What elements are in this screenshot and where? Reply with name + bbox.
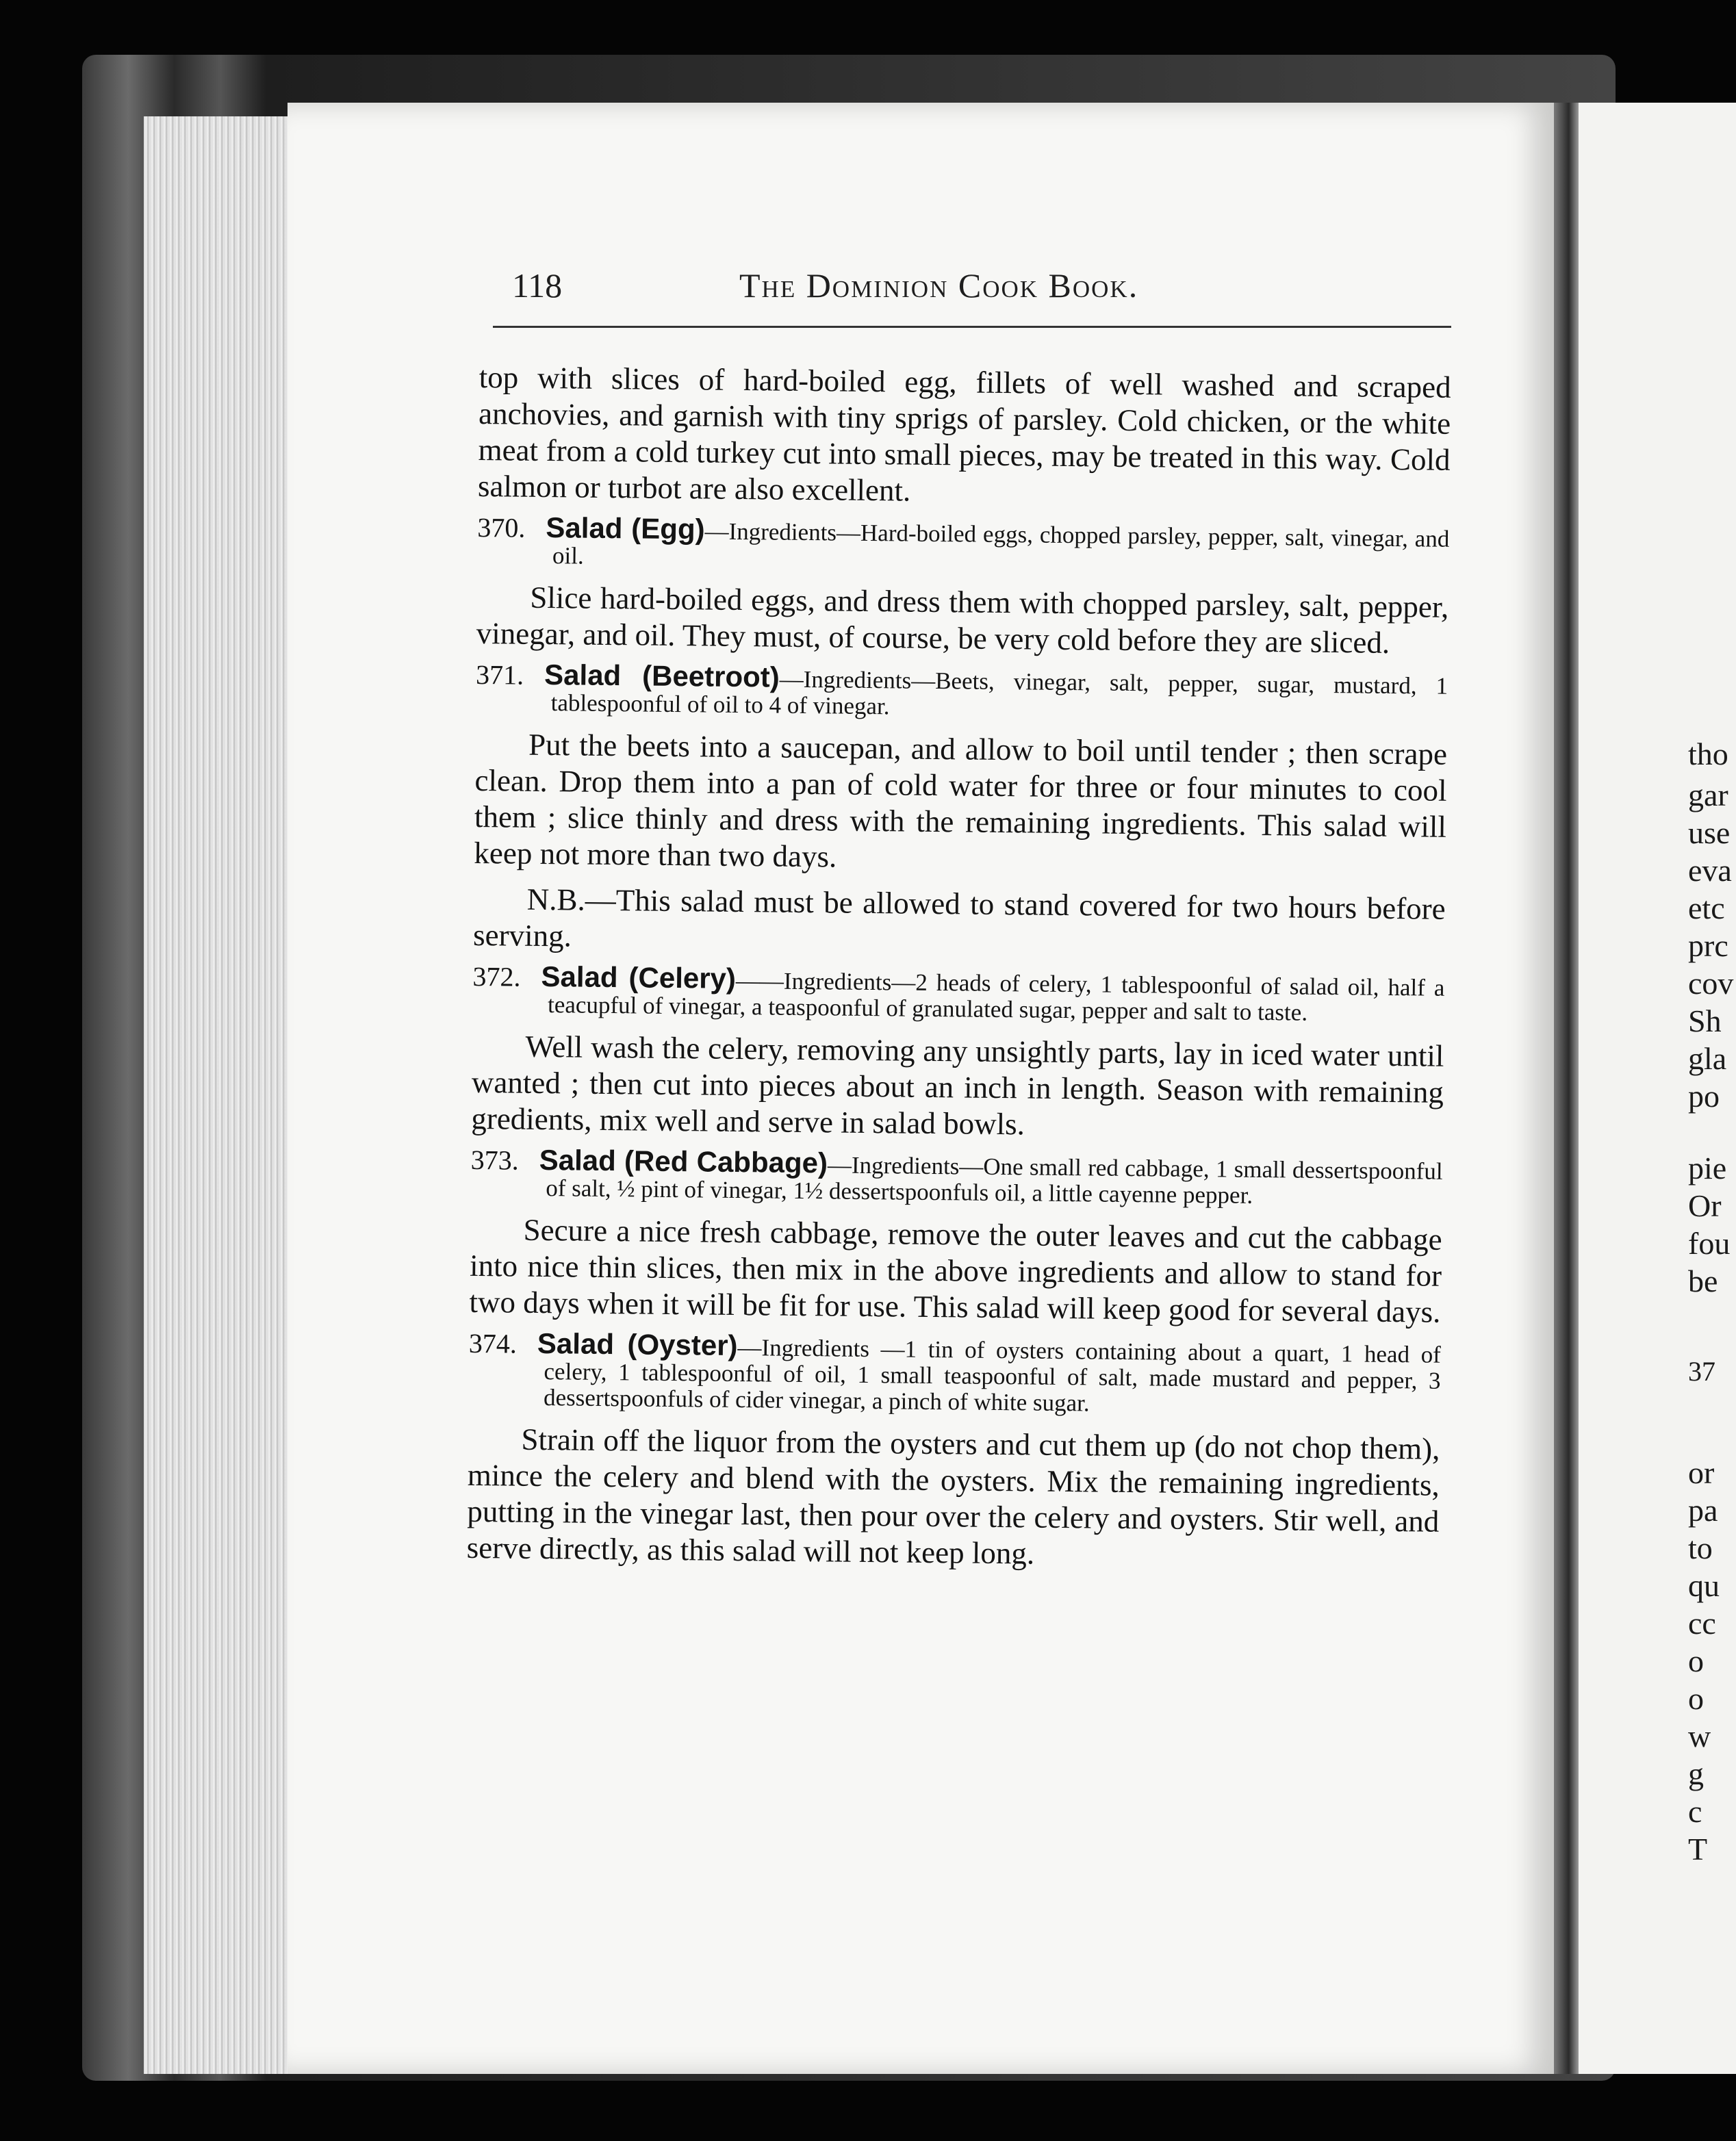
facing-fragment: eva — [1688, 853, 1732, 888]
recipe-number: 370. — [477, 511, 526, 543]
recipe-paragraph: Slice hard-boiled eggs, and dress them with chopped parsley, salt, pepper, vinegar, and oil. They must, of course, be very cold before they are sliced. — [476, 580, 1449, 660]
facing-fragment: Or — [1688, 1188, 1722, 1223]
page-body — [466, 359, 1451, 1586]
recipe-heading — [475, 658, 1448, 726]
intro-paragraph: top with slices of hard-boiled egg, fillets of well washed and scraped anchovies, and garnish with tiny sprigs of parsley. Cold chicken, or the white meat from a cold turkey cut into small pieces, may be treated in this way. Cold salmon or turbot are also excellent. — [477, 359, 1451, 508]
facing-fragment: gar — [1688, 778, 1728, 812]
header-rule — [493, 326, 1451, 328]
facing-page — [1579, 103, 1736, 2074]
recipe-heading — [470, 1143, 1443, 1211]
recipe-paragraph: Put the beets into a saucepan, and allow to boil until tender ; then scrape clean. Drop them into a pan of cold water for three or four minutes to cool them ; slice thinly and dress with the remaining ingredients. This salad will keep not more than two days. — [474, 727, 1448, 874]
facing-fragment: cov — [1688, 966, 1734, 1001]
facing-fragment: o — [1688, 1643, 1704, 1678]
recipe-number: 371. — [475, 658, 524, 691]
recipe-heading — [468, 1326, 1442, 1420]
page-number: 118 — [512, 266, 563, 305]
facing-fragment: 37 — [1688, 1356, 1715, 1387]
page-edges — [144, 116, 308, 2074]
recipe-ingredients: —Ingredients —1 tin of oysters containing about a quart, 1 head of celery, 1 tablespoonful of oil, 1 small teaspoonful of salt, made mustard and pepper, 3 dessertspoonfuls of cider vinegar, a pinch of white sugar. — [543, 1334, 1442, 1417]
facing-fragment: etc — [1688, 890, 1725, 925]
facing-fragment: qu — [1688, 1568, 1720, 1603]
facing-fragment: fou — [1688, 1226, 1731, 1261]
facing-fragment: T — [1688, 1832, 1708, 1867]
facing-fragment: gla — [1688, 1041, 1727, 1076]
recipe-374 — [466, 1326, 1442, 1576]
facing-fragment: be — [1688, 1264, 1718, 1298]
recipe-title: Salad (Beetroot) — [544, 658, 780, 693]
facing-fragment: to — [1688, 1530, 1713, 1565]
book-gutter — [1554, 103, 1579, 2074]
facing-fragment: tho — [1688, 736, 1728, 771]
page-header — [507, 266, 1451, 313]
facing-fragment: prc — [1688, 928, 1728, 963]
facing-fragment: use — [1688, 815, 1731, 850]
recipe-372 — [471, 960, 1445, 1147]
recipe-ingredients: ——Ingredients—2 heads of celery, 1 tablespoonful of salad oil, half a teacupful of vinegar, a teaspoonful of granulated sugar, pepper and salt to taste. — [547, 966, 1445, 1026]
recipe-number: 372. — [472, 960, 521, 992]
recipe-paragraph: Secure a nice fresh cabbage, remove the outer leaves and cut the cabbage into nice thin slices, then mix in the above ingredients and allow to stand for two days when it will be fit for use. This salad will keep good for several days. — [469, 1212, 1442, 1329]
recipe-373 — [469, 1143, 1443, 1331]
recipe-note: N.B.—This salad must be allowed to stand covered for two hours before serving. — [472, 882, 1446, 953]
recipe-title: Salad (Egg) — [546, 511, 705, 546]
recipe-title: Salad (Oyster) — [537, 1326, 738, 1362]
recipe-paragraph: Strain off the liquor from the oysters and cut them up (do not chop them), mince the celery and blend with the oysters. Mix the remaining ingredients, putting in the vinegar last, then pour over the celery and oysters. Stir well, and serve directly, as this salad will not keep long. — [466, 1422, 1440, 1571]
facing-fragment: c — [1688, 1794, 1702, 1829]
facing-fragment: Sh — [1688, 1003, 1722, 1038]
recipe-paragraph: Well wash the celery, removing any unsightly parts, lay in iced water until wanted ; then cut into pieces about an inch in length. Season with remaining gredients, mix well and serve in salad bowls. — [471, 1029, 1444, 1142]
running-title: The Dominion Cook Book. — [739, 266, 1139, 305]
facing-fragment: w — [1688, 1719, 1711, 1754]
recipe-number: 373. — [470, 1144, 519, 1176]
facing-fragment: g — [1688, 1756, 1704, 1791]
facing-fragment: o — [1688, 1681, 1704, 1716]
recipe-title: Salad (Red Cabbage) — [539, 1143, 828, 1179]
recipe-heading — [472, 960, 1445, 1027]
recipe-number: 374. — [468, 1327, 518, 1359]
facing-fragment: or — [1688, 1455, 1715, 1490]
facing-fragment: cc — [1688, 1606, 1716, 1641]
recipe-ingredients: —Ingredients—Hard-boiled eggs, chopped parsley, pepper, salt, vinegar, and oil. — [552, 517, 1450, 569]
facing-fragment: pie — [1688, 1151, 1727, 1185]
recipe-title: Salad (Celery) — [541, 960, 737, 995]
facing-fragment: pa — [1688, 1493, 1718, 1528]
recipe-ingredients: —Ingredients—One small red cabbage, 1 small dessertspoonful of salt, ½ pint of vinegar, 1½ dessertspoonfuls oil, a little cayenne pepper. — [546, 1151, 1443, 1209]
recipe-371 — [472, 658, 1448, 964]
facing-fragment: po — [1688, 1079, 1720, 1114]
recipe-heading — [477, 511, 1450, 578]
recipe-ingredients: —Ingredients—Beets, vinegar, salt, pepper, sugar, mustard, 1 tablespoonful of oil to 4 of vinegar. — [550, 665, 1448, 720]
recipe-370 — [476, 511, 1450, 662]
